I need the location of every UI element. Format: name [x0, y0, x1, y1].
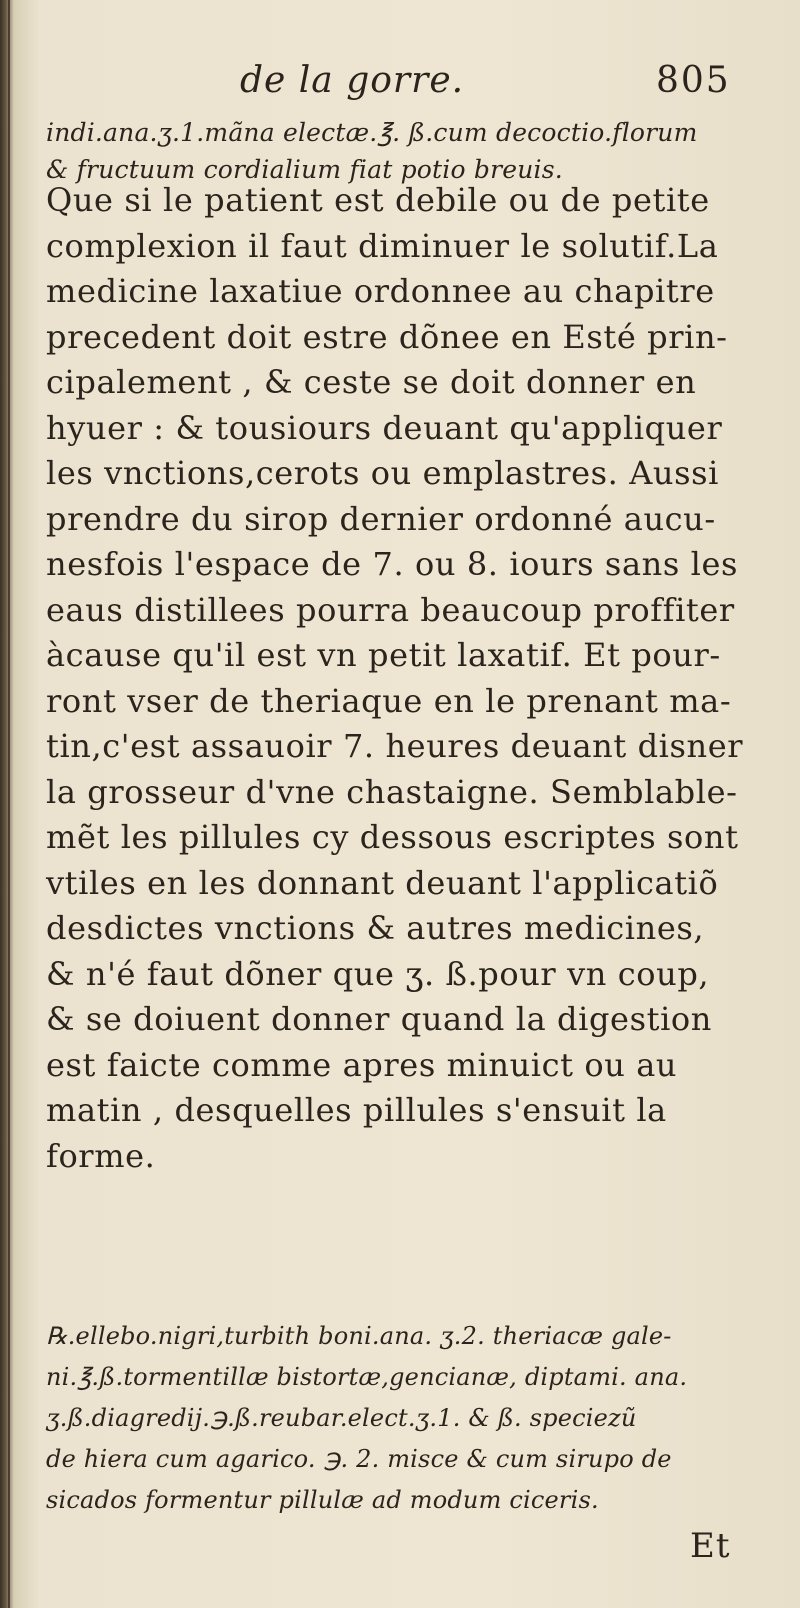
- text-line: prendre du sirop dernier ordonné aucu-: [46, 499, 716, 538]
- text-line: les vnctions,cerots ou emplastres. Aussi: [46, 454, 720, 492]
- text-line: la grosseur d'vne chastaigne. Semblable-: [46, 772, 738, 811]
- text-line: complexion il faut diminuer le solutif.La: [46, 226, 719, 265]
- top-recipe-formula: [46, 114, 766, 188]
- text-line: nesfois l'espace de 7. ou 8. iours sans les: [46, 545, 739, 583]
- text-line: desdictes vnctions & autres medicines,: [46, 909, 705, 947]
- text-line: & n'é faut dõner que ʒ. ß.pour vn coup,: [46, 954, 710, 993]
- text-line: & se doiuent donner quand la digestion: [46, 1000, 712, 1038]
- text-line: eaus distillees pourra beaucoup proffiter: [46, 590, 735, 629]
- pill-recipe-formula: [46, 1316, 766, 1521]
- formula-line: ʒ.ß.diagredij.℈.ß.reubar.elect.ʒ.1. & ß. speciezũ: [46, 1404, 637, 1432]
- catchword: Et: [690, 1526, 731, 1566]
- formula-line: ℞.ellebo.nigri,turbith boni.ana. ʒ.2. theriacæ gale-: [46, 1322, 672, 1350]
- page-number: 805: [656, 60, 731, 101]
- binding-gutter: [8, 0, 10, 1608]
- text-line: cipalement , & ceste se doit donner en: [46, 363, 697, 401]
- running-head: de la gorre.: [240, 60, 465, 101]
- text-line: medicine laxatiue ordonnee au chapitre: [46, 272, 715, 310]
- formula-line: sicados formentur pillulæ ad modum ciceris.: [46, 1486, 599, 1514]
- text-line: precedent doit estre dõnee en Esté prin-: [46, 317, 728, 356]
- body-paragraph: [46, 178, 766, 1179]
- page-header: [0, 60, 800, 110]
- text-line: hyuer : & tousiours deuant qu'appliquer: [46, 408, 723, 447]
- formula-line: de hiera cum agarico. ℈. 2. misce & cum sirupo de: [46, 1445, 672, 1473]
- text-line: mẽt les pillules cy dessous escriptes sont: [46, 818, 739, 856]
- text-line: ront vser de theriaque en le prenant ma-: [46, 681, 732, 720]
- text-line: Que si le patient est debile ou de petite: [46, 181, 710, 219]
- formula-line: indi.ana.ʒ.1.mãna electæ.℥. ß.cum decoctio.florum: [46, 118, 698, 147]
- formula-line: ni.℥.ß.tormentillæ bistortæ,gencianæ, diptami. ana.: [46, 1363, 688, 1391]
- formula-line: & fructuum cordialium fiat potio breuis.: [46, 155, 563, 184]
- text-line: vtiles en les donnant deuant l'applicatiõ: [46, 863, 719, 902]
- text-line: tin,c'est assauoir 7. heures deuant disner: [46, 727, 744, 765]
- text-line: forme.: [46, 1136, 156, 1175]
- text-line: àcause qu'il est vn petit laxatif. Et pour-: [46, 636, 721, 674]
- text-line: est faicte comme apres minuict ou au: [46, 1045, 678, 1084]
- text-line: matin , desquelles pillules s'ensuit la: [46, 1091, 667, 1129]
